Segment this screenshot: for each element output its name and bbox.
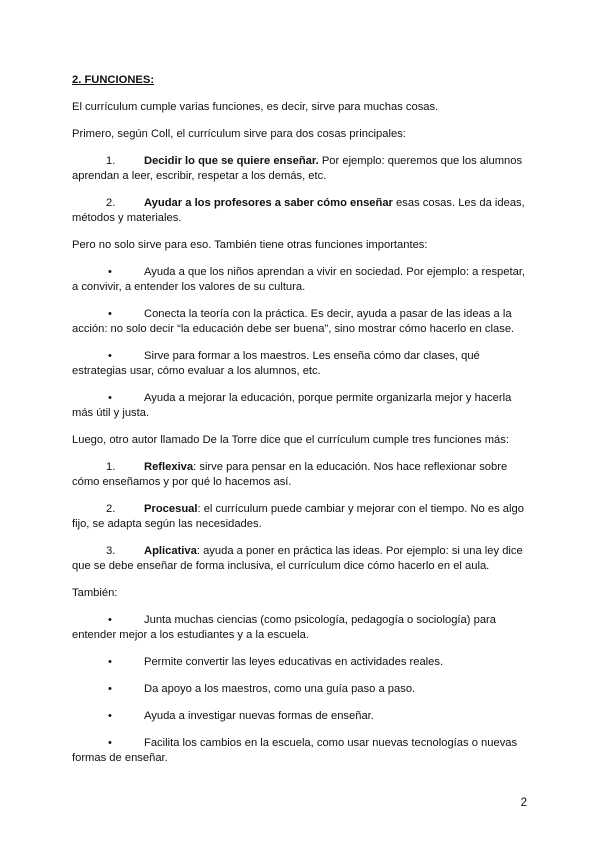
numbered-item [72, 196, 526, 226]
item-text: Sirve para formar a los maestros. Les enseña cómo dar clases, qué estrategias usar, cómo evaluar a los alumnos, etc. [72, 350, 480, 377]
section-heading: 2. FUNCIONES: [72, 74, 155, 86]
item-text: : el currículum puede cambiar y mejorar con el tiempo. No es algo fijo, se adapta según las necesidades. [72, 503, 524, 530]
bullet-icon: • [108, 710, 112, 722]
item-text: Ayuda a que los niños aprendan a vivir en sociedad. Por ejemplo: a respetar, a convivir, a entender los valores de su cultura. [72, 266, 526, 293]
bullet-icon: • [108, 656, 112, 668]
item-text: Conecta la teoría con la práctica. Es decir, ayuda a pasar de las ideas a la acción: no solo decir “la educación debe ser buena”, sino mostrar cómo hacerlo en clase. [72, 308, 515, 335]
item-text: Permite convertir las leyes educativas en actividades reales. [144, 656, 444, 668]
item-number: 1. [106, 155, 116, 167]
bullet-item [72, 307, 526, 337]
item-text: Por ejemplo: queremos que los alumnos aprendan a leer, escribir, respetar a los demás, etc. [72, 155, 523, 182]
page-content [72, 73, 526, 778]
item-bold-lead: Aplicativa [144, 545, 197, 557]
torre-intro-paragraph: Luego, otro autor llamado De la Torre dice que el currículum cumple tres funciones más: [72, 434, 509, 446]
bullet-item [72, 391, 526, 421]
numbered-item [72, 154, 526, 184]
intro-paragraph: El currículum cumple varias funciones, es decir, sirve para muchas cosas. [72, 101, 439, 113]
bullet-item [72, 655, 526, 670]
bullet-item [72, 736, 526, 766]
coll-intro-paragraph: Primero, según Coll, el currículum sirve para dos cosas principales: [72, 128, 406, 140]
item-text: Ayuda a mejorar la educación, porque permite organizarla mejor y hacerla más útil y justa. [72, 392, 512, 419]
item-number: 2. [106, 197, 116, 209]
item-number: 3. [106, 545, 116, 557]
bullet-item [72, 613, 526, 643]
other-functions-paragraph: Pero no solo sirve para eso. También tiene otras funciones importantes: [72, 239, 428, 251]
item-text: : sirve para pensar en la educación. Nos hace reflexionar sobre cómo enseñamos y por qué lo hacemos así. [72, 461, 508, 488]
page-number: 2 [520, 797, 527, 809]
bullet-icon: • [108, 266, 112, 278]
item-text: Da apoyo a los maestros, como una guía paso a paso. [144, 683, 416, 695]
bullet-icon: • [108, 614, 112, 626]
item-text: Junta muchas ciencias (como psicología, pedagogía o sociología) para entender mejor a los estudiantes y a la escuela. [72, 614, 496, 641]
item-number: 1. [106, 461, 116, 473]
also-paragraph: También: [72, 587, 118, 599]
item-bold-lead: Procesual [144, 503, 198, 515]
item-text: esas cosas. Les da ideas, métodos y materiales. [72, 197, 525, 224]
bullet-icon: • [108, 737, 112, 749]
bullet-item [72, 682, 526, 697]
item-text: Facilita los cambios en la escuela, como usar nuevas tecnologías o nuevas formas de enseñar. [72, 737, 518, 764]
item-bold-lead: Ayudar a los profesores a saber cómo enseñar [144, 197, 393, 209]
item-text: Ayuda a investigar nuevas formas de enseñar. [144, 710, 374, 722]
item-number: 2. [106, 503, 116, 515]
numbered-item [72, 460, 526, 490]
bullet-item [72, 709, 526, 724]
numbered-item [72, 544, 526, 574]
numbered-item [72, 502, 526, 532]
bullet-icon: • [108, 683, 112, 695]
item-bold-lead: Reflexiva [144, 461, 194, 473]
bullet-icon: • [108, 392, 112, 404]
bullet-icon: • [108, 350, 112, 362]
bullet-item [72, 265, 526, 295]
bullet-item [72, 349, 526, 379]
item-bold-lead: Decidir lo que se quiere enseñar. [144, 155, 319, 167]
bullet-icon: • [108, 308, 112, 320]
item-text: : ayuda a poner en práctica las ideas. Por ejemplo: si una ley dice que se debe enseñar de forma inclusiva, el currículum dice cómo hacerlo en el aula. [72, 545, 523, 572]
